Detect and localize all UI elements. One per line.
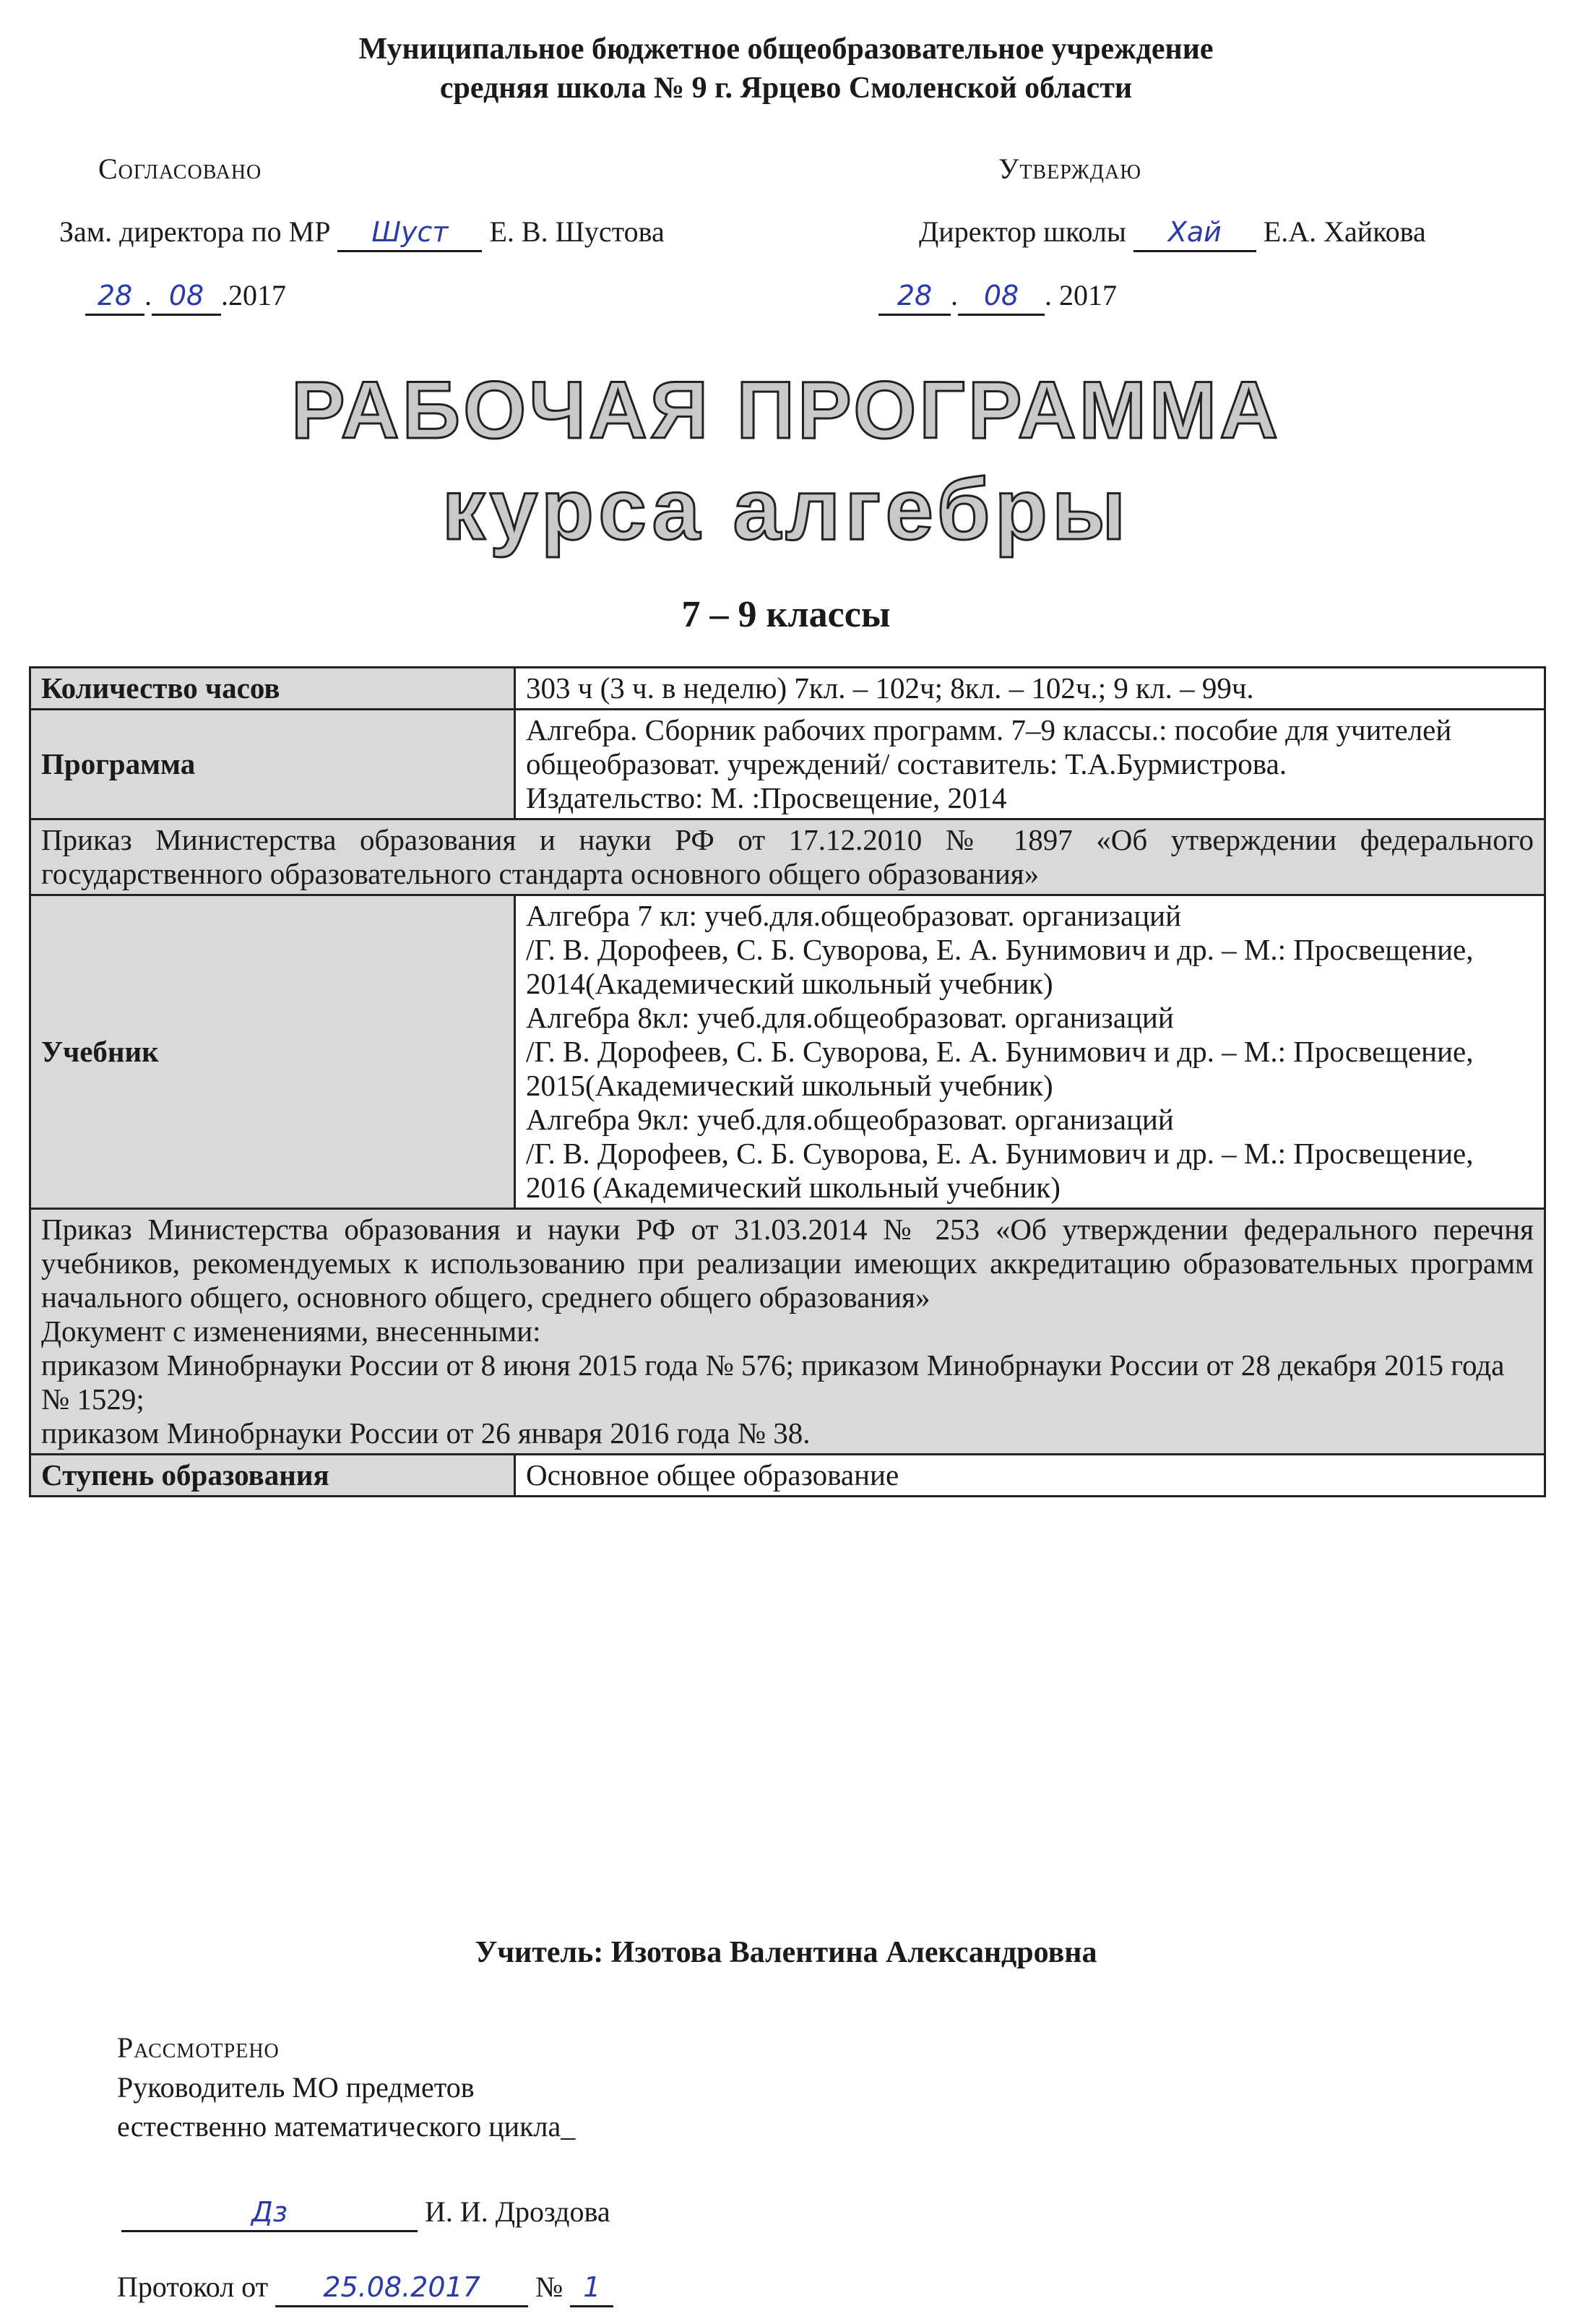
title-grades: 7 – 9 классы [681,594,891,635]
approval-right-signature-line [1133,214,1256,252]
approval-left-month: 08 [168,280,204,311]
title-work-program: РАБОЧАЯ ПРОГРАММА [290,365,1282,455]
level-label: Ступень образования [30,1455,515,1497]
school-name-line2: средняя школа № 9 г. Ярцево Смоленской области [439,72,1133,105]
level-value: Основное общее образование [515,1455,1545,1497]
table-row [30,668,1545,710]
approval-right-heading: Утверждаю [998,152,1141,185]
approval-right-date: 28 . 08 . 2017 [878,277,1117,316]
approval-right-day: 28 [897,280,933,311]
program-info-table [29,666,1546,1497]
reviewed-signature: Дз [251,2196,288,2228]
title-course: курса алгебры [441,461,1131,558]
table-row [30,819,1545,895]
table-row [30,895,1545,1209]
reviewed-name: И. И. Дроздова [425,2195,610,2228]
program-value: Алгебра. Сборник рабочих программ. 7–9 классы.: пособие для учителей общеобразоват. учреждений/ составитель: Т.А.Бурмистрова. Издательство: М. :Просвещение, 2014 [515,710,1545,819]
approval-left-date: 28 . 08 .2017 [85,277,286,316]
order-textbooks-cell [30,1209,1545,1455]
approval-left-signature: Шуст [371,216,449,248]
approval-left-heading: Согласовано [98,152,262,185]
approval-left-signature-line [337,214,482,252]
order-standard: Приказ Министерства образования и науки РФ от 17.12.2010 № 1897 «Об утверждении федерального государственного образовательного стандарта основного общего образования» [30,819,1545,895]
approval-left-year: .2017 [221,279,286,311]
protocol-row [117,2269,613,2307]
teacher-name: Учитель: Изотова Валентина Александровна [475,1936,1097,1969]
reviewed-signature-row [121,2194,610,2232]
school-name-line1: Муниципальное бюджетное общеобразовательное учреждение [358,33,1214,66]
protocol-number: 1 [583,2271,601,2303]
protocol-number-label: № [535,2271,563,2303]
amendments: Документ с изменениями, внесенными: приказом Минобрнауки России от 8 июня 2015 года № 576; приказом Минобрнауки России от 28 декабря 2015 года № 1529; приказом Минобрнауки России от 26 января 2016 года № 38. [41,1314,1505,1450]
approval-right-year: . 2017 [1045,279,1117,311]
approval-right-role: Директор школы [919,215,1126,248]
protocol-label: Протокол от [117,2271,269,2303]
program-label: Программа [30,710,515,819]
approval-right-line [919,214,1426,252]
textbook-value: Алгебра 7 кл: учеб.для.общеобразоват. организаций /Г. В. Дорофеев, С. Б. Суворова, Е. А. Бунимович и др. – М.: Просвещение, 2014(Академический школьный учебник) Алгебра 8кл: учеб.для.общеобразоват. организаций /Г. В. Дорофеев, С. Б. Суворова, Е. А. Бунимович и др. – М.: Просвещение, 2015(Академический школьный учебник) Алгебра 9кл: учеб.для.общеобразоват. организаций /Г. В. Дорофеев, С. Б. Суворова, Е. А. Бунимович и др. – М.: Просвещение, 2016 (Академический школьный учебник) [515,895,1545,1209]
textbook-label: Учебник [30,895,515,1209]
approval-left-line [59,214,665,252]
table-row [30,1455,1545,1497]
reviewed-line1: Руководитель МО предметов [117,2071,475,2104]
approval-right-signature: Хай [1167,216,1222,248]
table-row [30,1209,1545,1455]
approval-left-role: Зам. директора по МР [59,215,331,248]
approval-right-month: 08 [983,280,1019,311]
order-textbooks: Приказ Министерства образования и науки РФ от 31.03.2014 № 253 «Об утверждении федерального перечня учебников, рекомендуемых к использованию при реализации имеющих аккредитацию образовательных программ начального общего, основного общего, среднего общего образования» [41,1213,1534,1314]
approval-left-day: 28 [97,280,133,311]
hours-label: Количество часов [30,668,515,710]
approval-left-name: Е. В. Шустова [489,215,665,248]
approval-right-name: Е.А. Хайкова [1263,215,1426,248]
protocol-date: 25.08.2017 [323,2271,480,2303]
reviewed-line2: естественно математического цикла_ [117,2110,576,2143]
reviewed-heading: Рассмотрено [117,2031,280,2064]
hours-value: 303 ч (3 ч. в неделю) 7кл. – 102ч; 8кл. – 102ч.; 9 кл. – 99ч. [515,668,1545,710]
table-row [30,710,1545,819]
